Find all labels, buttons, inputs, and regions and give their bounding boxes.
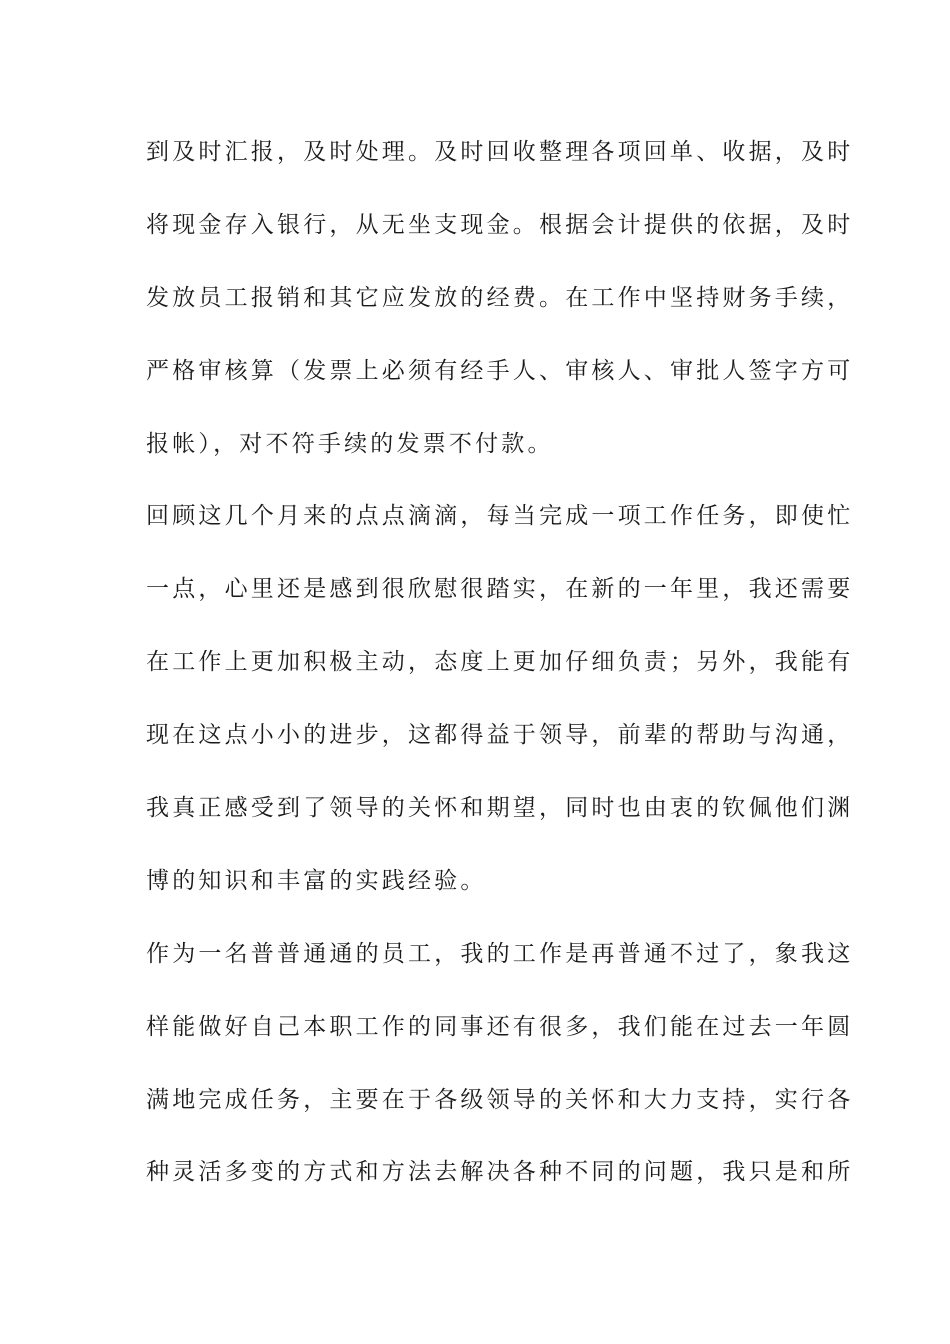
text-line: 发放员工报销和其它应发放的经费。在工作中坚持财务手续，	[146, 284, 854, 311]
text-line: 我真正感受到了领导的关怀和期望，同时也由衷的钦佩他们渊	[146, 795, 854, 822]
document-body	[146, 127, 854, 1220]
text-line: 现在这点小小的进步，这都得益于领导，前辈的帮助与沟通，	[146, 722, 854, 749]
text-line: 在工作上更加积极主动，态度上更加仔细负责；另外，我能有	[146, 649, 854, 676]
text-line: 报帐），对不符手续的发票不付款。	[146, 430, 554, 457]
text-line: 作为一名普普通通的员工，我的工作是再普通不过了，象我这	[146, 940, 854, 967]
text-line: 严格审核算（发票上必须有经手人、审核人、审批人签字方可	[146, 357, 854, 384]
text-line: 满地完成任务，主要在于各级领导的关怀和大力支持，实行各	[146, 1086, 854, 1113]
text-line: 样能做好自己本职工作的同事还有很多，我们能在过去一年圆	[146, 1013, 854, 1040]
text-line: 一点，心里还是感到很欣慰很踏实，在新的一年里，我还需要	[146, 576, 854, 603]
text-line: 博的知识和丰富的实践经验。	[146, 867, 487, 894]
text-line: 将现金存入银行，从无坐支现金。根据会计提供的依据，及时	[146, 211, 854, 238]
text-line: 种灵活多变的方式和方法去解决各种不同的问题，我只是和所	[146, 1159, 854, 1186]
text-line: 到及时汇报，及时处理。及时回收整理各项回单、收据，及时	[146, 139, 854, 165]
text-line: 回顾这几个月来的点点滴滴，每当完成一项工作任务，即使忙	[146, 503, 854, 530]
